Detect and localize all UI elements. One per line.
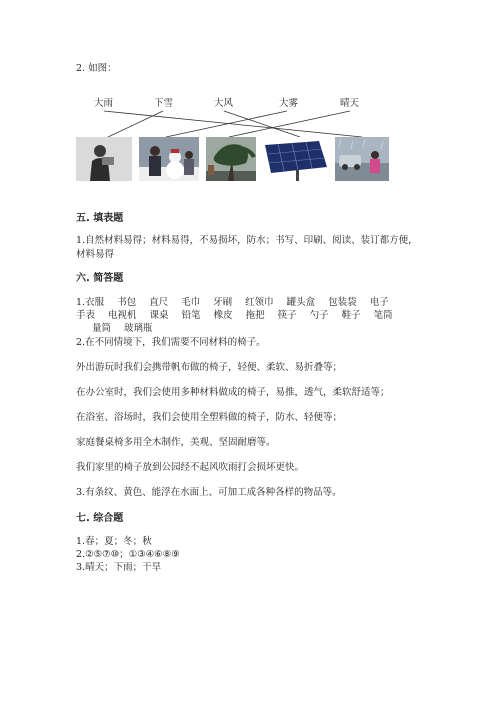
section-6-p4: 家庭餐桌椅多用全木制作，美观、坚固耐磨等。 xyxy=(76,437,276,448)
section-6-p3: 在浴室、浴场时，我们会使用全塑料做的椅子，防水、轻便等； xyxy=(76,412,343,423)
item: 牙刷 xyxy=(213,297,233,308)
item: 笔筒 xyxy=(373,310,393,321)
item: 鞋子 xyxy=(341,310,361,321)
section-7-a1: 1.春；夏；冬；秋 xyxy=(76,536,152,547)
item: 拖把 xyxy=(245,310,265,321)
section-6-heading: 六. 简答题 xyxy=(76,273,124,284)
item: 包装袋 xyxy=(328,297,357,308)
item: 1.衣服 xyxy=(76,297,105,308)
item: 红领巾 xyxy=(245,297,274,308)
photo-solar-panel xyxy=(263,137,329,181)
item: 书包 xyxy=(117,297,137,308)
line-snow-to-snowman xyxy=(108,111,163,137)
photo-rain-street xyxy=(335,137,389,181)
section-6-p2: 在办公室时，我们会使用多种材料做成的椅子，易推，透气，柔软舒适等； xyxy=(76,387,390,398)
item: 筷子 xyxy=(277,310,297,321)
label-snow: 下雪 xyxy=(154,98,174,109)
label-heavy-rain: 大雨 xyxy=(94,98,114,109)
item: 课桌 xyxy=(149,310,169,321)
label-fog: 大雾 xyxy=(279,98,299,109)
item: 毛巾 xyxy=(181,297,201,308)
label-strong-wind: 大风 xyxy=(214,98,234,109)
line-rain-to-car xyxy=(104,111,362,137)
item: 铅笔 xyxy=(181,310,201,321)
section-5-answer: 1.自然材料易得；材料易得，不易损坏，防水；书写、印刷、阅读、装订都方便，材料易得 xyxy=(76,235,418,260)
section-6-p1: 外出游玩时我们会携带帆布做的椅子，轻便、柔软、易折叠等； xyxy=(76,362,343,373)
item: 玻璃瓶 xyxy=(124,323,153,334)
photo-fog-person xyxy=(76,137,132,181)
section-6-q3: 3.有条纹、黄色、能浮在水面上、可加工成各种各样的物品等。 xyxy=(76,487,342,498)
question-2-title: 2. 如图： xyxy=(76,63,117,74)
items-line-2 xyxy=(76,310,406,322)
section-7-a3: 3.晴天；下雨；干旱 xyxy=(76,562,162,573)
item: 量筒 xyxy=(92,323,112,334)
item: 勺子 xyxy=(309,310,329,321)
section-6-p5: 我们家里的椅子放到公园经不起风吹雨打会损坏更快。 xyxy=(76,462,305,473)
item: 电视机 xyxy=(108,310,137,321)
section-5-heading: 五. 填表题 xyxy=(76,213,124,224)
item: 电子 xyxy=(369,297,389,308)
item: 罐头盒 xyxy=(286,297,316,308)
line-fog-to-person xyxy=(166,111,287,137)
items-line-1 xyxy=(76,297,402,309)
photo-windy-tree xyxy=(206,137,256,181)
items-line-3 xyxy=(76,323,166,335)
item: 橡皮 xyxy=(213,310,233,321)
section-7-a2: 2.②⑤⑦⑩；①③④⑥⑧⑨ xyxy=(76,549,180,560)
label-sunny: 晴天 xyxy=(340,98,360,109)
photo-snowman xyxy=(139,137,199,181)
item: 手表 xyxy=(76,310,96,321)
section-7-heading: 七. 综合题 xyxy=(76,513,124,524)
item: 直尺 xyxy=(149,297,169,308)
section-6-q2: 2.在不同情境下，我们需要不同材料的椅子。 xyxy=(76,337,266,348)
